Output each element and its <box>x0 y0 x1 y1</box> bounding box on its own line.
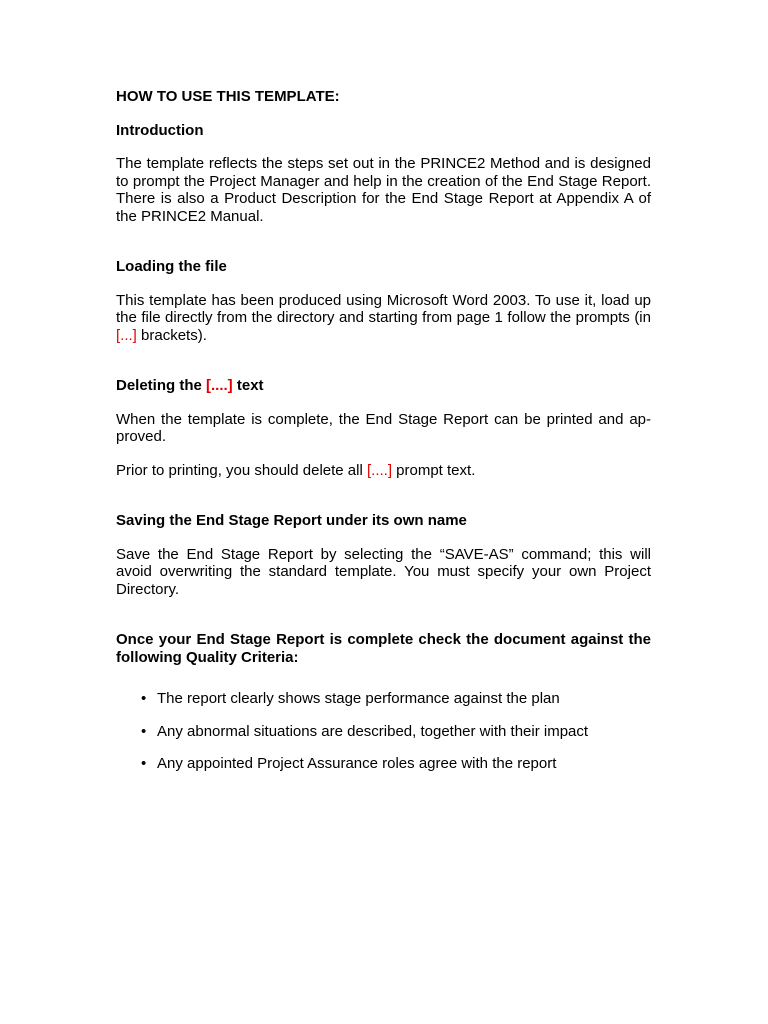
saving-paragraph: Save the End Stage Report by selecting the “SAVE-AS” command; this will avoid overwriting the standard template. You must specify your own Project Directory. <box>116 545 651 598</box>
introduction-paragraph: The template reflects the steps set out in the PRINCE2 Method and is designed to prompt the Project Manager and help in the creation of the End Stage Report. There is also a Product Description for the End Stage Report at Appendix A of the PRINCE2 Manual. <box>116 155 651 225</box>
prompt-bracket-example: [...] <box>116 326 137 344</box>
deleting-text-heading <box>116 377 651 395</box>
loading-text-after: brackets). <box>136 326 207 344</box>
document-title: HOW TO USE THIS TEMPLATE: <box>116 88 340 105</box>
quality-criterion-text: Any appointed Project Assurance roles agree with the report <box>157 755 557 772</box>
loading-file-heading: Loading the file <box>116 258 227 275</box>
deleting-para2-after: prompt text. <box>392 461 476 479</box>
quality-criterion <box>116 755 651 773</box>
deleting-heading-before: Deleting the <box>116 377 207 394</box>
saving-heading: Saving the End Stage Report under its own name <box>116 512 467 529</box>
bullet-icon: • <box>141 690 147 707</box>
loading-text-before: This template has been produced using Microsoft Word 2003. To use it, load up the file directly from the directory and starting from page 1 follow the prompts (in <box>116 291 651 326</box>
deleting-heading-after: text <box>232 377 264 394</box>
bullet-icon: • <box>141 755 147 772</box>
quality-criterion-text: The report clearly shows stage performance against the plan <box>157 690 560 707</box>
deleting-para2-bracket: [....] <box>366 461 392 479</box>
quality-criteria-heading: Once your End Stage Report is complete check the document against the following Quality Criteria: <box>116 631 651 666</box>
bullet-icon: • <box>141 722 147 740</box>
quality-criterion <box>116 690 651 708</box>
deleting-paragraph-1: When the template is complete, the End Stage Report can be printed and ap-proved. <box>116 410 651 445</box>
quality-criterion-text: Any abnormal situations are described, together with their impact <box>157 722 589 740</box>
deleting-para2-before: Prior to printing, you should delete all <box>116 461 367 479</box>
loading-file-paragraph <box>116 292 651 345</box>
introduction-heading: Introduction <box>116 121 204 139</box>
quality-criterion <box>116 723 651 741</box>
deleting-heading-bracket: [....] <box>206 377 233 394</box>
document-body <box>116 88 651 788</box>
quality-criteria-list <box>116 690 651 773</box>
deleting-paragraph-2 <box>116 462 651 480</box>
